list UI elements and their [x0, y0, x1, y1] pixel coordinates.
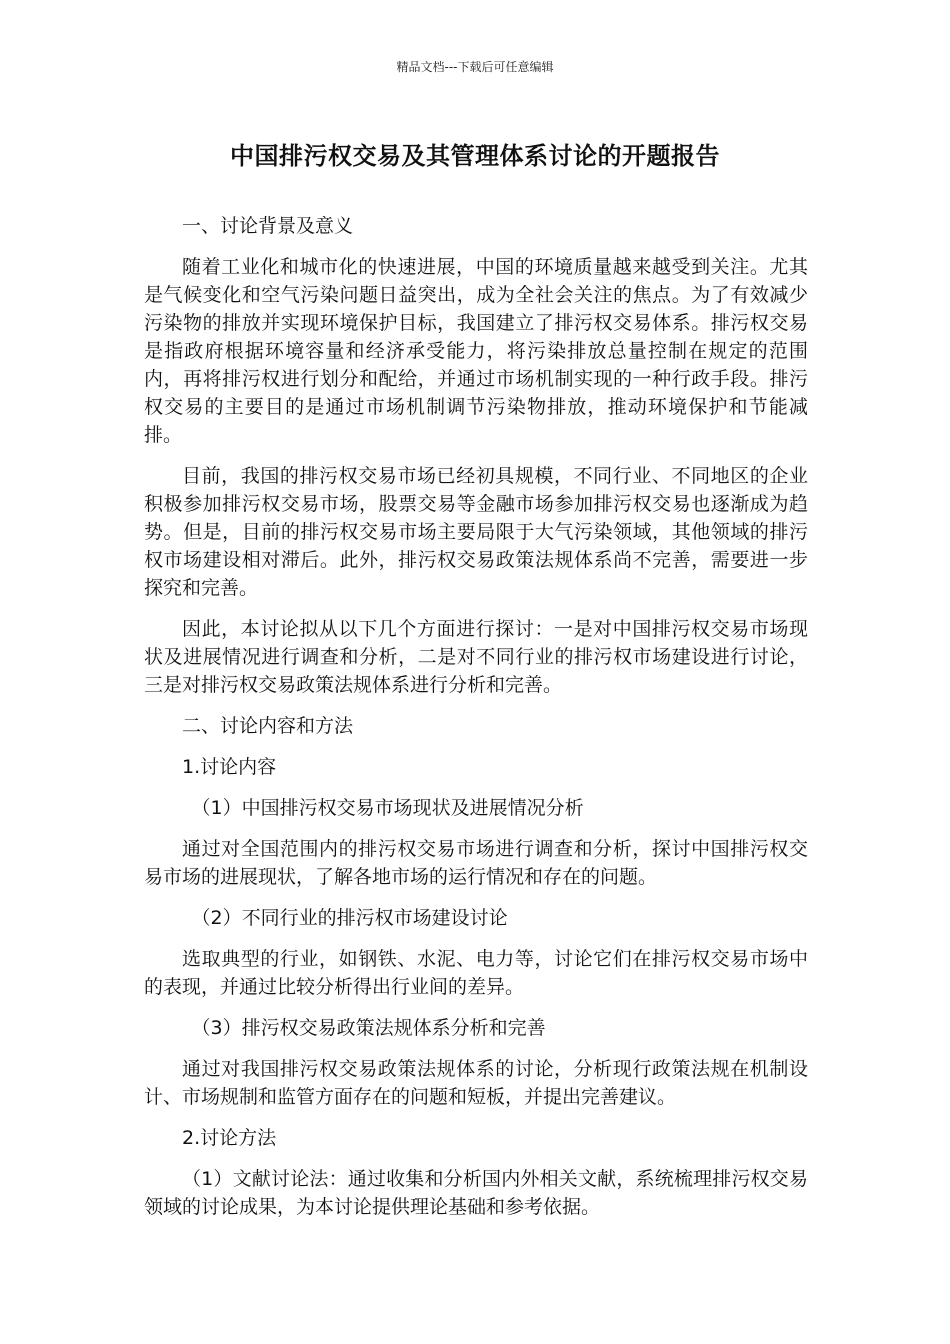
paragraph-background-2: 目前，我国的排污权交易市场已经初具规模，不同行业、不同地区的企业积极参加排污权交易市场，股票交易等金融市场参加排污权交易也逐渐成为趋势。但是，目前的排污权交易市场主要局限于大气污染领域，其他领域的排污权市场建设相对滞后。此外，排污权交易政策法规体系尚不完善，需要进一步探究和完善。 — [144, 465, 808, 599]
paragraph-background-1: 随着工业化和城市化的快速进展，中国的环境质量越来越受到关注。尤其是气候变化和空气污染问题日益突出，成为全社会关注的焦点。为了有效减少污染物的排放并实现环境保护目标，我国建立了排污权交易体系。排污权交易是指政府根据环境容量和经济承受能力，将污染排放总量控制在规定的范围内，再将排污权进行划分和配给，并通过市场机制实现的一种行政手段。排污权交易的主要目的是通过市场机制调节污染物排放，推动环境保护和节能减排。 — [144, 256, 808, 446]
item-title-3: （3）排污权交易政策法规体系分析和完善 — [191, 1017, 546, 1039]
section-heading-content-method: 二、讨论内容和方法 — [182, 715, 354, 737]
item-title-2: （2）不同行业的排污权市场建设讨论 — [191, 907, 508, 929]
section-heading-background: 一、讨论背景及意义 — [182, 215, 354, 237]
subheading-research-method: 2.讨论方法 — [182, 1127, 277, 1149]
item-title-1: （1）中国排污权交易市场现状及进展情况分析 — [191, 797, 584, 819]
method-text-1: （1）文献讨论法：通过收集和分析国内外相关文献，系统梳理排污权交易领域的讨论成果，为本讨论提供理论基础和参考依据。 — [144, 1168, 808, 1218]
item-text-2: 选取典型的行业，如钢铁、水泥、电力等，讨论它们在排污权交易市场中的表现，并通过比较分析得出行业间的差异。 — [144, 948, 808, 998]
paragraph-background-3: 因此，本讨论拟从以下几个方面进行探讨：一是对中国排污权交易市场现状及进展情况进行调查和分析，二是对不同行业的排污权市场建设进行讨论，三是对排污权交易政策法规体系进行分析和完善。 — [144, 618, 808, 696]
header-note: 精品文档---下载后可任意编辑 — [396, 60, 554, 74]
document-title: 中国排污权交易及其管理体系讨论的开题报告 — [230, 142, 720, 170]
document-body — [144, 212, 808, 1234]
item-text-3: 通过对我国排污权交易政策法规体系的讨论，分析现行政策法规在机制设计、市场规制和监管方面存在的问题和短板，并提出完善建议。 — [144, 1058, 808, 1108]
subheading-research-content: 1.讨论内容 — [182, 756, 277, 778]
item-text-1: 通过对全国范围内的排污权交易市场进行调查和分析，探讨中国排污权交易市场的进展现状，了解各地市场的运行情况和存在的问题。 — [144, 838, 808, 888]
